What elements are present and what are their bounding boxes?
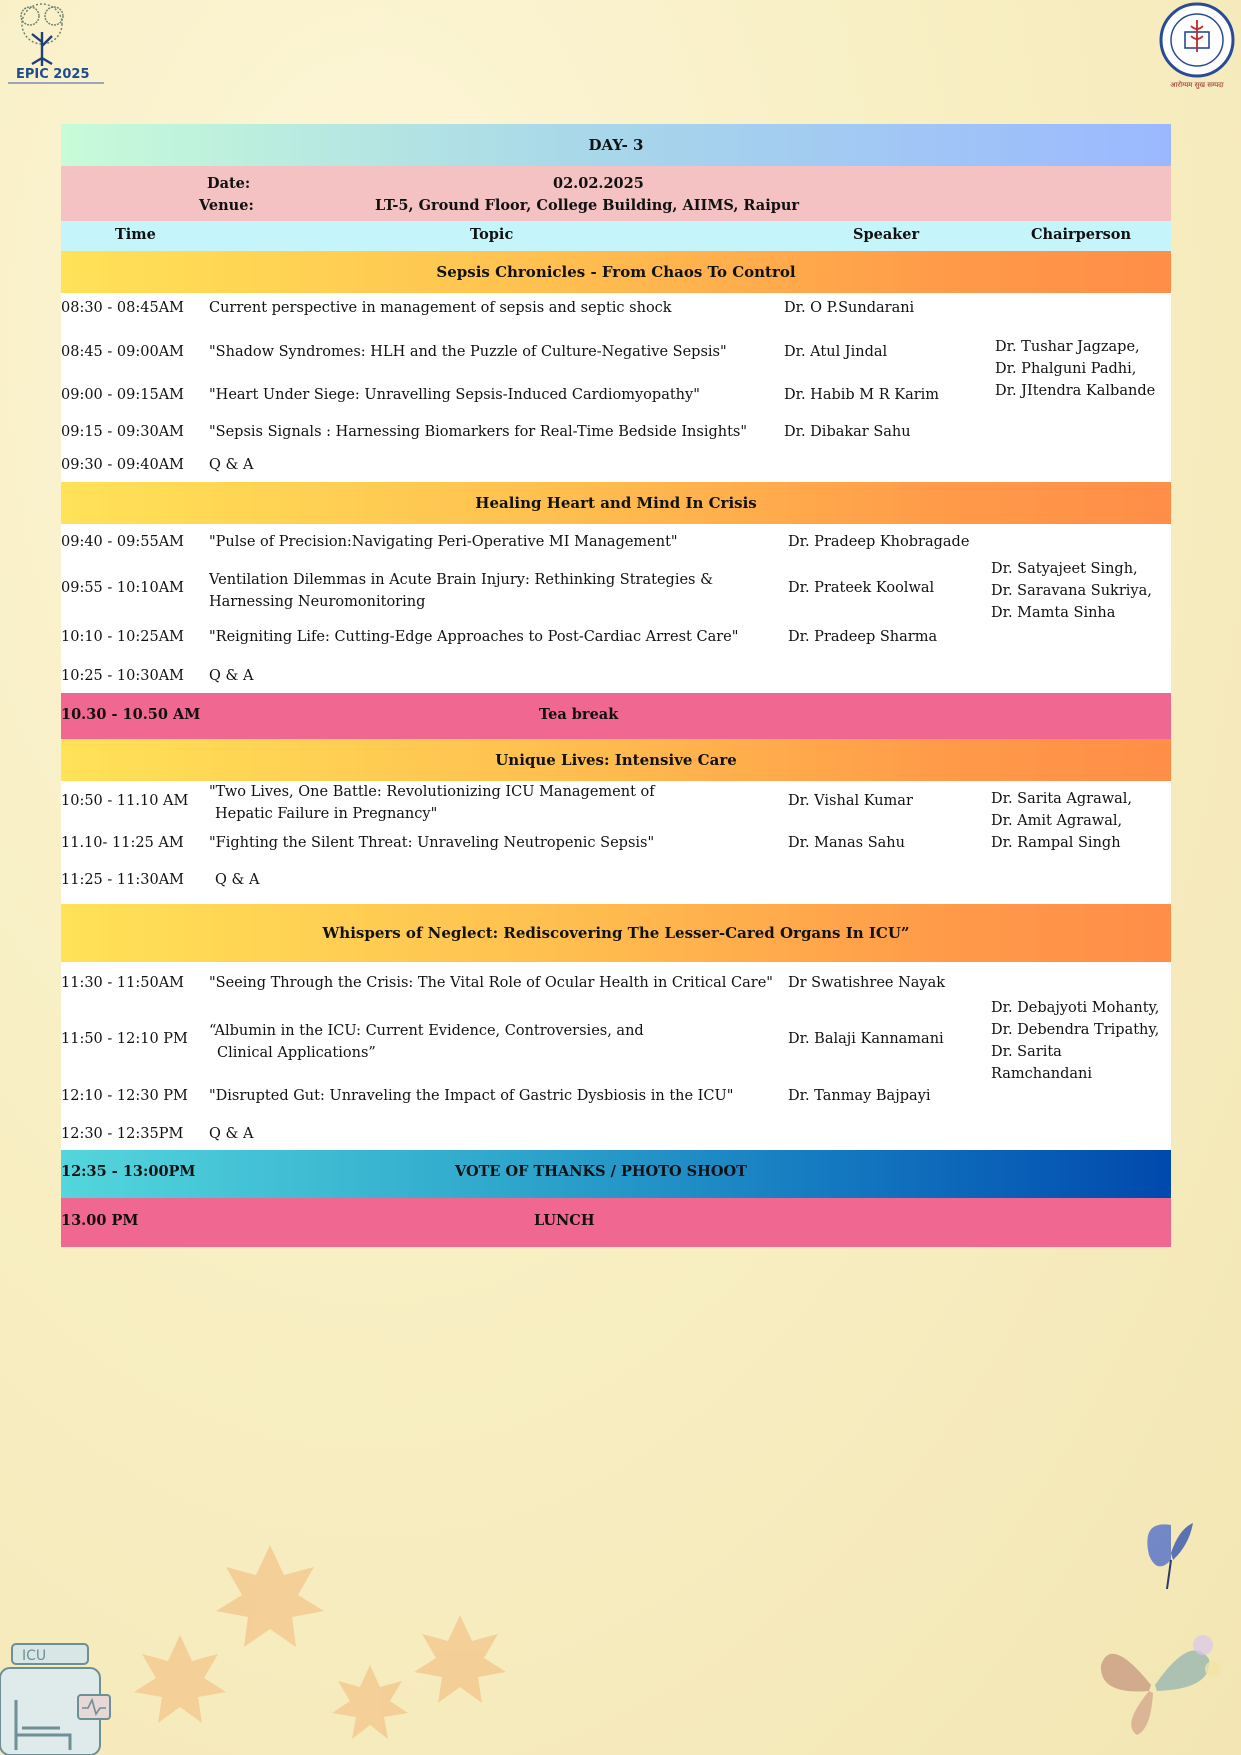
- table-row-topic: "Fighting the Silent Threat: Unraveling Neutropenic Sepsis": [209, 835, 655, 851]
- topic-line: "Two Lives, One Battle: Revolutionizing ICU Management of: [209, 784, 655, 800]
- chairpersons-unique-lives: [991, 788, 1132, 854]
- topic-line: “Albumin in the ICU: Current Evidence, Controversies, and: [209, 1023, 644, 1039]
- table-row-speaker: Dr. Pradeep Sharma: [788, 629, 938, 645]
- table-row-topic: "Shadow Syndromes: HLH and the Puzzle of Culture-Negative Sepsis": [209, 344, 727, 360]
- table-row-topic: Q & A: [209, 1126, 254, 1142]
- table-row-time: 11.10- 11:25 AM: [61, 835, 184, 851]
- chairperson: Dr. Amit Agrawal,: [991, 813, 1123, 829]
- chairpersons-whispers: [991, 997, 1159, 1085]
- chairperson: Dr. Saravana Sukriya,: [991, 583, 1152, 599]
- table-row-speaker: Dr Swatishree Nayak: [788, 975, 946, 991]
- svg-text:ICU: ICU: [22, 1648, 47, 1664]
- info-block: [61, 166, 1171, 221]
- table-row-time: 09:40 - 09:55AM: [61, 534, 185, 550]
- table-row-speaker: Dr. Atul Jindal: [784, 344, 888, 360]
- table-row-topic: Q & A: [209, 668, 254, 684]
- table-row-time: 11:25 - 11:30AM: [61, 872, 185, 888]
- chairperson: Dr. Debajyoti Mohanty,: [991, 1000, 1160, 1016]
- chairperson: Dr. Debendra Tripathy,: [991, 1022, 1160, 1038]
- col-time: Time: [115, 226, 156, 243]
- table-row-time: 11:50 - 12:10 PM: [61, 1031, 188, 1047]
- table-row-time: 10:25 - 10:30AM: [61, 668, 185, 684]
- session-block-heart-mind: [61, 524, 1171, 693]
- aiims-seal-logo: [1155, 2, 1239, 90]
- table-row-topic: "Seeing Through the Crisis: The Vital Role of Ocular Health in Critical Care": [209, 975, 773, 991]
- table-row-topic: "Reigniting Life: Cutting-Edge Approaches to Post-Cardiac Arrest Care": [209, 629, 739, 645]
- chairperson: Dr. Phalguni Padhi,: [995, 361, 1137, 377]
- maple-leaves-decoration: [40, 1505, 600, 1755]
- table-row-topic: Current perspective in management of sepsis and septic shock: [209, 300, 672, 316]
- table-row-speaker: Dr. O P.Sundarani: [784, 300, 915, 316]
- orange-butterfly-decoration: [1091, 1625, 1221, 1745]
- table-row-time: 09:15 - 09:30AM: [61, 424, 185, 440]
- table-row-time: 12:10 - 12:30 PM: [61, 1088, 188, 1104]
- table-row-topic: "Sepsis Signals : Harnessing Biomarkers for Real-Time Bedside Insights": [209, 424, 748, 440]
- table-row-time: 09:55 - 10:10AM: [61, 580, 185, 596]
- session-block-whispers: [61, 962, 1171, 1150]
- session-block-unique-lives: [61, 781, 1171, 904]
- session-title-whispers: Whispers of Neglect: Rediscovering The Lesser-Cared Organs In ICU”: [61, 904, 1171, 962]
- blue-butterfly-decoration: [1131, 1515, 1201, 1595]
- column-header: [61, 221, 1171, 251]
- session-title-unique-lives: Unique Lives: Intensive Care: [61, 739, 1171, 781]
- table-row-topic: Q & A: [215, 872, 260, 888]
- col-topic: Topic: [470, 226, 514, 243]
- topic-line: Ventilation Dilemmas in Acute Brain Injury: Rethinking Strategies &: [209, 572, 713, 588]
- vote-of-thanks-row: [61, 1150, 1171, 1198]
- chairpersons-sepsis: [995, 336, 1155, 402]
- svg-text:आरोग्यम सुख सम्पदा: आरोग्यम सुख सम्पदा: [1170, 81, 1224, 89]
- table-row-time: 11:30 - 11:50AM: [61, 975, 185, 991]
- epic-2025-logo: [8, 2, 104, 88]
- col-chairperson: Chairperson: [1031, 226, 1132, 243]
- lunch-row: [61, 1198, 1171, 1247]
- table-row-time: 12:30 - 12:35PM: [61, 1126, 184, 1142]
- table-row-topic: [209, 569, 713, 613]
- vote-time: 12:35 - 13:00PM: [61, 1163, 196, 1180]
- vote-label: VOTE OF THANKS / PHOTO SHOOT: [455, 1163, 747, 1180]
- table-row-time: 08:45 - 09:00AM: [61, 344, 185, 360]
- date-label: Date:: [207, 175, 251, 192]
- chairperson: Dr. Mamta Sinha: [991, 605, 1116, 621]
- table-row-speaker: Dr. Pradeep Khobragade: [788, 534, 970, 550]
- table-row-speaker: Dr. Habib M R Karim: [784, 387, 940, 403]
- day-title: DAY- 3: [61, 124, 1171, 166]
- table-row-topic: "Heart Under Siege: Unravelling Sepsis-Induced Cardiomyopathy": [209, 387, 700, 403]
- tea-break-row: [61, 693, 1171, 739]
- chairperson: Ramchandani: [991, 1066, 1092, 1082]
- table-row-time: 08:30 - 08:45AM: [61, 300, 185, 316]
- table-row-speaker: Dr. Vishal Kumar: [788, 793, 913, 809]
- session-title-sepsis: Sepsis Chronicles - From Chaos To Control: [61, 251, 1171, 293]
- table-row-time: 09:00 - 09:15AM: [61, 387, 185, 403]
- table-row-topic: [209, 781, 655, 825]
- table-row-speaker: Dr. Dibakar Sahu: [784, 424, 911, 440]
- table-row-time: 09:30 - 09:40AM: [61, 457, 185, 473]
- venue-value: LT-5, Ground Floor, College Building, AIIMS, Raipur: [375, 197, 800, 214]
- table-row-speaker: Dr. Prateek Koolwal: [788, 580, 935, 596]
- chairperson: Dr. JItendra Kalbande: [995, 383, 1156, 399]
- table-row-topic: Q & A: [209, 457, 254, 473]
- table-row-speaker: Dr. Manas Sahu: [788, 835, 905, 851]
- topic-line: Harnessing Neuromonitoring: [209, 594, 426, 610]
- session-title-heart-mind: Healing Heart and Mind In Crisis: [61, 482, 1171, 524]
- chairperson: Dr. Rampal Singh: [991, 835, 1121, 851]
- tea-break-time: 10.30 - 10.50 AM: [61, 706, 201, 723]
- topic-line: Hepatic Failure in Pregnancy": [215, 806, 438, 822]
- col-speaker: Speaker: [853, 226, 920, 243]
- svg-text:EPIC 2025: EPIC 2025: [16, 67, 90, 82]
- lunch-time: 13.00 PM: [61, 1212, 139, 1229]
- session-block-sepsis: [61, 293, 1171, 482]
- chairperson: Dr. Sarita Agrawal,: [991, 791, 1133, 807]
- chairperson: Dr. Tushar Jagzape,: [995, 339, 1140, 355]
- chairperson: Dr. Sarita: [991, 1044, 1062, 1060]
- date-value: 02.02.2025: [553, 175, 644, 192]
- chairperson: Dr. Satyajeet Singh,: [991, 561, 1138, 577]
- table-row-speaker: Dr. Balaji Kannamani: [788, 1031, 944, 1047]
- table-row-time: 10:50 - 11.10 AM: [61, 793, 189, 809]
- table-row-speaker: Dr. Tanmay Bajpayi: [788, 1088, 931, 1104]
- table-row-topic: [209, 1020, 644, 1064]
- chairpersons-heart-mind: [991, 558, 1152, 624]
- table-row-topic: "Pulse of Precision:Navigating Peri-Operative MI Management": [209, 534, 678, 550]
- table-row-time: 10:10 - 10:25AM: [61, 629, 185, 645]
- lunch-label: LUNCH: [534, 1212, 595, 1229]
- tea-break-label: Tea break: [539, 706, 619, 723]
- venue-label: Venue:: [199, 197, 254, 214]
- table-row-topic: "Disrupted Gut: Unraveling the Impact of Gastric Dysbiosis in the ICU": [209, 1088, 734, 1104]
- topic-line: Clinical Applications”: [217, 1045, 376, 1061]
- icu-bed-icon: [0, 1640, 120, 1755]
- program-table: [61, 124, 1171, 1247]
